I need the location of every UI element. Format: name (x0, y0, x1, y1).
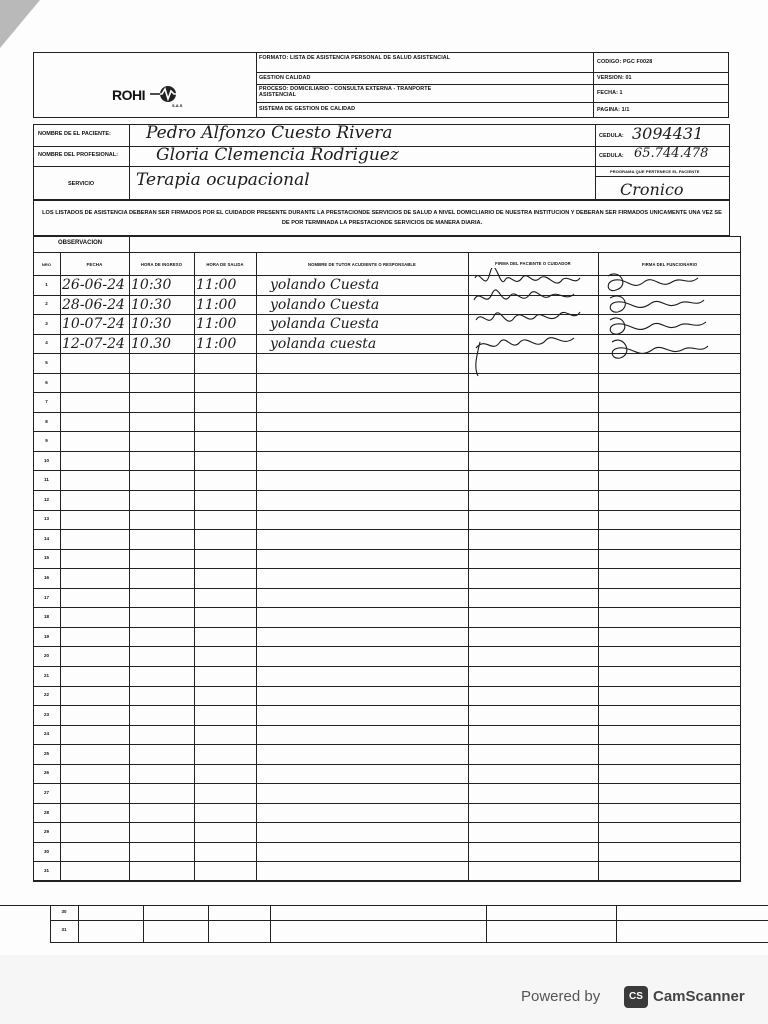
table-row (33, 646, 741, 647)
table-row (33, 666, 741, 667)
row-number: 6 (45, 379, 48, 385)
row-salida: 11:00 (196, 316, 237, 333)
col-tutor: NOMBRE DE TUTOR ACUDIENTE O RESPONSABLE (308, 262, 416, 267)
row-number: 22 (43, 692, 49, 698)
patient-cedula-label: CEDULA: (599, 133, 624, 139)
row-number: 3 (45, 320, 48, 326)
staff-signatures-icon (600, 268, 715, 363)
row-number: 25 (43, 750, 49, 756)
table-row (33, 549, 741, 550)
row-number: 9 (45, 438, 48, 444)
table-row (33, 764, 741, 765)
notice-text: LOS LISTADOS DE ASISTENCIA DEBERAN SER FIRMADOS POR EL CUIDADOR PRESENTE DURANTE LA PRESTACIONDE SERVICIOS DE SALUD A NIVEL DOMICLIARIO DE NUESTRA INSTITUCION Y DEBERAN SER FIRMADOS UNICAMENTE UNA VEZ SE DE POR TERMINADA LA PRESTACIONDE SERVICIOS DE MANERA DIARIA. (42, 210, 722, 226)
powered-by-text: Powered by (521, 988, 601, 1005)
row-fecha: 26-06-24 (62, 277, 125, 293)
row-number: 16 (43, 575, 49, 580)
row-number: 4 (45, 340, 48, 346)
table-row (33, 627, 741, 628)
camscanner-logo-icon: CS (624, 986, 648, 1008)
programa-value: Cronico (620, 180, 684, 199)
table-row (33, 392, 741, 393)
row-number: 24 (43, 731, 49, 737)
row-number: 30 (43, 848, 49, 854)
row-number: 10 (43, 457, 49, 463)
bottom-partial-table (50, 905, 768, 943)
row-number: 28 (43, 809, 49, 815)
formato-title: FORMATO: LISTA DE ASISTENCIA PERSONAL DE SALUD ASISTENCIAL (259, 55, 451, 61)
row-ingreso: 10:30 (131, 296, 172, 313)
pagina-label: PAGINA: 1/1 (597, 107, 630, 113)
table-row (33, 744, 741, 745)
col-firma-funcionario: FIRMA DEL FUNCIONARIO (641, 262, 698, 267)
row-ingreso: 10:30 (131, 277, 172, 293)
programa-label: PROGRAMA QUE PERTENECE EL PACIENTE (610, 169, 700, 174)
row-number: 23 (43, 711, 49, 717)
row-fecha: 10-07-24 (62, 316, 125, 333)
row-number: 7 (45, 399, 48, 405)
row-number: 11 (44, 477, 49, 483)
row-tutor: yolanda cuesta (270, 335, 377, 352)
professional-name: Gloria Clemencia Rodriguez (156, 145, 399, 165)
proceso-label: PROCESO: DOMICILIARIO - CONSULTA EXTERNA - TRANPORTE ASISTENCIAL (259, 86, 432, 98)
header-divider-right (593, 52, 594, 118)
table-row (33, 881, 741, 882)
row-number: 2 (45, 301, 48, 307)
camscanner-brand: CamScanner (653, 988, 745, 1005)
version-label: VERSION: 01 (597, 75, 632, 81)
table-row (33, 451, 741, 452)
row-number: 14 (43, 535, 49, 541)
patient-name-label: NOMBRE DE EL PACIENTE: (38, 131, 111, 137)
table-row (33, 725, 741, 726)
row-number: 18 (43, 614, 49, 620)
professional-cedula-label: CEDULA: (599, 153, 624, 159)
table-row (33, 822, 741, 823)
table-row (33, 842, 741, 843)
gestion-label: GESTION CALIDAD (259, 75, 311, 81)
row-number: 31 (43, 868, 49, 874)
patient-cedula: 3094431 (632, 124, 704, 143)
row-number: 5 (45, 359, 48, 365)
page-corner-fold (0, 0, 40, 48)
col-fecha: FECHA (86, 262, 103, 267)
table-row (33, 529, 741, 530)
row-ingreso: 10.30 (131, 335, 172, 352)
table-row (33, 412, 741, 413)
col-hora-ingreso: HORA DE INGRESO (140, 262, 183, 267)
row-number: 29 (43, 829, 49, 835)
table-row (33, 861, 741, 862)
company-logo-sub: S.A.S (172, 103, 183, 108)
col-firma-paciente: FIRMA DEL PACIENTE O CUIDADOR (495, 261, 571, 266)
service-label: SERVICIO (68, 181, 95, 187)
professional-cedula: 65.744.478 (634, 146, 709, 161)
table-row (33, 607, 741, 608)
table-row (33, 470, 741, 471)
row-number: 26 (43, 770, 49, 776)
row-number: 27 (43, 790, 49, 796)
row-number: 19 (43, 633, 49, 639)
bottom-row-number: 30 (61, 909, 67, 914)
row-salida: 11:00 (196, 296, 237, 313)
table-row (33, 490, 741, 491)
row-number: 15 (43, 555, 49, 561)
service-value: Terapia ocupacional (136, 170, 310, 190)
patient-name: Pedro Alfonzo Cuesto Rivera (146, 123, 393, 143)
row-salida: 11:00 (196, 277, 237, 293)
row-number: 20 (43, 653, 49, 659)
observacion-label: OBSERVACION (58, 240, 103, 246)
table-row (33, 431, 741, 432)
table-row (33, 705, 741, 706)
row-fecha: 12-07-24 (62, 335, 125, 352)
patient-signatures-icon (470, 268, 590, 378)
row-fecha: 28-06-24 (62, 296, 125, 313)
row-tutor: yolanda Cuesta (270, 316, 380, 333)
header-divider-left (256, 52, 257, 118)
col-hora-salida: HORA DE SALIDA (206, 262, 244, 267)
row-number: 13 (43, 516, 49, 522)
codigo-label: CODIGO: PGC F0028 (597, 59, 653, 65)
sistema-label: SISTEMA DE GESTION DE CALIDAD (259, 106, 356, 112)
table-row (33, 588, 741, 589)
table-row (33, 510, 741, 511)
row-salida: 11:00 (196, 335, 237, 352)
row-number: 12 (43, 496, 49, 502)
table-row (33, 568, 741, 569)
fecha-label: FECHA: 1 (597, 90, 623, 96)
row-number: 1 (45, 281, 48, 287)
table-row (33, 686, 741, 687)
col-nro: NRO (41, 262, 52, 267)
row-number: 8 (45, 418, 48, 424)
table-row (33, 373, 741, 374)
table-row (33, 783, 741, 784)
table-row (33, 803, 741, 804)
row-tutor: yolando Cuesta (270, 296, 380, 313)
row-number: 21 (43, 672, 49, 678)
row-ingreso: 10:30 (131, 316, 172, 333)
professional-name-label: NOMBRE DEL PROFESIONAL: (38, 152, 118, 158)
heartbeat-logo-icon (150, 84, 186, 104)
company-logo: ROHI (112, 87, 145, 103)
row-tutor: yolando Cuesta (270, 277, 380, 293)
row-number: 17 (43, 594, 49, 600)
bottom-row-number: 31 (61, 927, 67, 932)
